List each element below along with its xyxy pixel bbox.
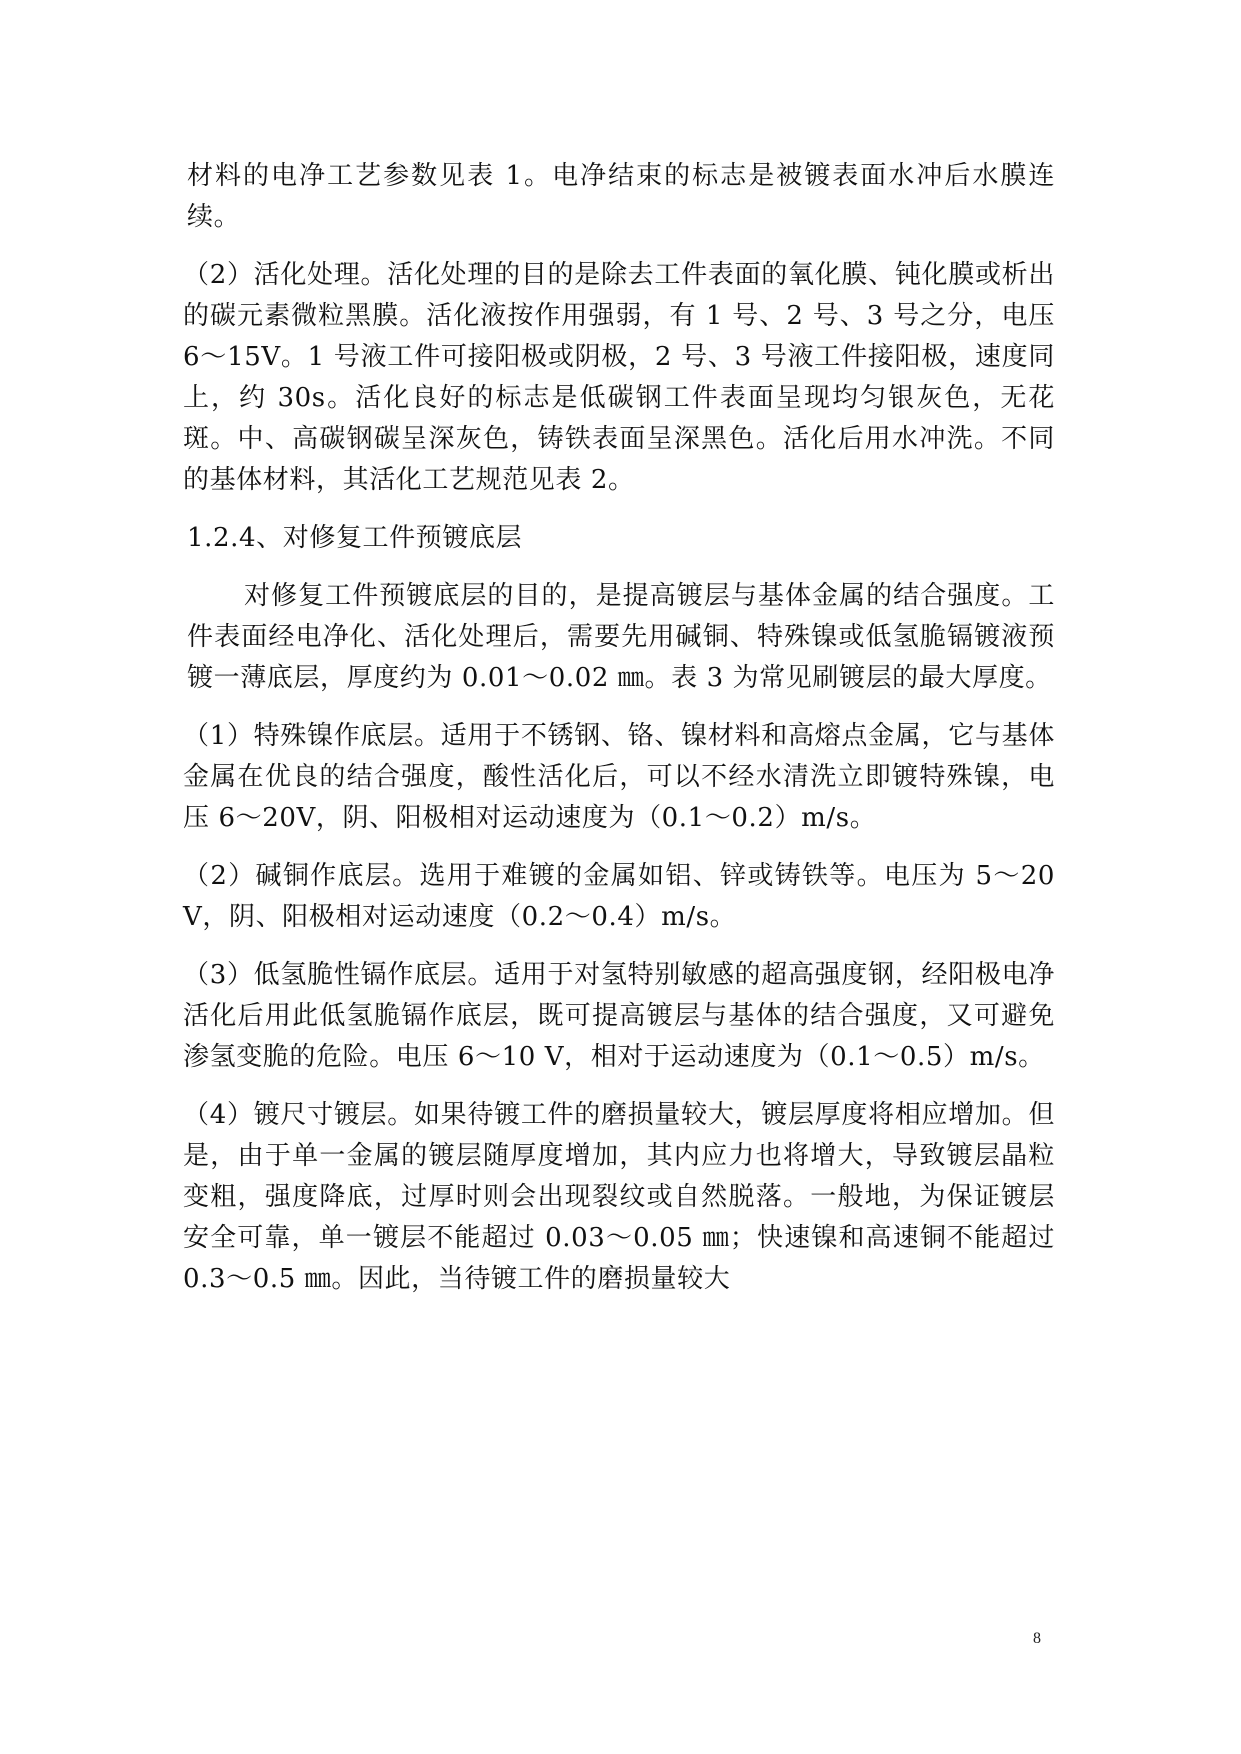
page-number: 8 <box>1033 1630 1041 1647</box>
paragraph-alkaline-copper: （2）碱铜作底层。选用于难镀的金属如铝、锌或铸铁等。电压为 5～20 V，阴、阳极相对运动速度（0.2～0.4）m/s。 <box>183 861 1055 932</box>
paragraph-dimension-plating: （4）镀尺寸镀层。如果待镀工件的磨损量较大，镀层厚度将相应增加。但是，由于单一金属的镀层随厚度增加，其内应力也将增大，导致镀层晶粒变粗，强度降底，过厚时则会出现裂纹或自然脱落。一般地，为保证镀层安全可靠，单一镀层不能超过 0.03～0.05 ㎜；快速镍和高速铜不能超过 0.3～0.5 ㎜。因此，当待镀工件的磨损量较大 <box>183 1100 1055 1294</box>
paragraph-special-nickel: （1）特殊镍作底层。适用于不锈钢、铬、镍材料和高熔点金属，它与基体金属在优良的结合强度，酸性活化后，可以不经水清洗立即镀特殊镍，电压 6～20V，阴、阳极相对运动速度为（0.1～0.2）m/s。 <box>183 721 1055 833</box>
paragraph-electro-cleaning-end: 材料的电净工艺参数见表 1。电净结束的标志是被镀表面水冲后水膜连续。 <box>187 161 1055 232</box>
section-heading: 1.2.4、对修复工件预镀底层 <box>187 523 523 553</box>
paragraph-pre-plating-purpose: 对修复工件预镀底层的目的，是提高镀层与基体金属的结合强度。工件表面经电净化、活化处理后，需要先用碱铜、特殊镍或低氢脆镉镀液预镀一薄底层，厚度约为 0.01～0.02 ㎜。表 3 为常见刷镀层的最大厚度。 <box>187 581 1055 693</box>
page-body <box>183 156 1055 1317</box>
paragraph-activation: （2）活化处理。活化处理的目的是除去工件表面的氧化膜、钝化膜或析出的碳元素微粒黑膜。活化液按作用强弱，有 1 号、2 号、3 号之分，电压 6～15V。1 号液工件可接阳极或阴极，2 号、3 号液工件接阳极，速度同上，约 30s。活化良好的标志是低碳钢工件表面呈现均匀银灰色，无花斑。中、高碳钢碳呈深灰色，铸铁表面呈深黑色。活化后用水冲洗。不同的基体材料，其活化工艺规范见表 2。 <box>183 260 1055 495</box>
paragraph-low-hydrogen-cadmium: （3）低氢脆性镉作底层。适用于对氢特别敏感的超高强度钢，经阳极电净活化后用此低氢脆镉作底层，既可提高镀层与基体的结合强度，又可避免渗氢变脆的危险。电压 6～10 V，相对于运动速度为（0.1～0.5）m/s。 <box>183 960 1055 1072</box>
